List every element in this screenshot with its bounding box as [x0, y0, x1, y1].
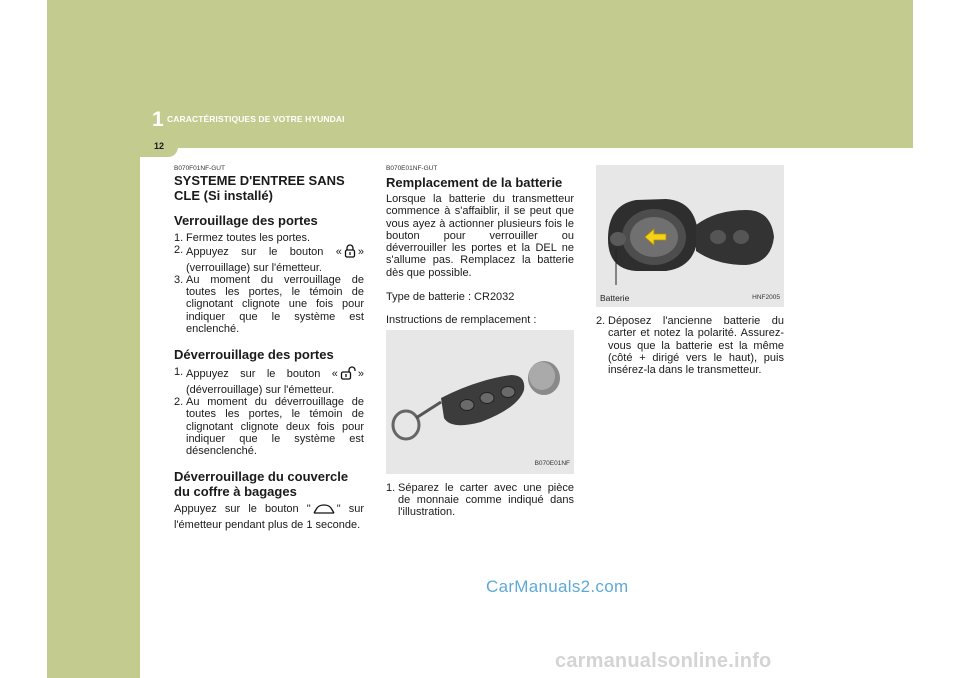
trunk-text: Appuyez sur le bouton " " sur l'émetteur pendant plus de 1 seconde. [174, 503, 364, 531]
lock-heading: Verrouillage des portes [174, 213, 318, 228]
trunk-icon [313, 504, 335, 518]
key-fob-illustration [386, 330, 574, 474]
instructions-label: Instructions de remplacement : [386, 314, 537, 327]
column-battery-replacement [386, 165, 574, 531]
unlock-steps [174, 366, 364, 457]
list-item: 3. Au moment du verrouillage de toutes les portes, le témoin de clignotant clignote une fois pour indiquer que le système est enclenché. [174, 273, 364, 336]
page-number: 12 [154, 141, 165, 151]
battery-steps [386, 482, 574, 519]
key-fob-figure [386, 330, 574, 474]
section-code: B070F01NF-GUT [174, 165, 225, 172]
battery-heading: Remplacement de la batterie [386, 175, 563, 190]
column-keyless-entry [174, 165, 364, 543]
list-item: 2. Au moment du déverrouillage de toutes les portes, le témoin de clignotant clignote deux fois pour indiquer que le système est désenclenché. [174, 395, 364, 458]
trunk-heading: Déverrouillage du couvercle du coffre à bagages [174, 469, 349, 500]
list-item: 2. Déposez l'ancienne batterie du carter et notez la polarité. Assurez-vous que la batterie est la même (côté + dirigé vers le haut), puis insérez-la dans le transmetteur. [596, 315, 784, 377]
unlock-heading: Déverrouillage des portes [174, 347, 334, 363]
battery-intro: Lorsque la batterie du transmetteur commence à s'affaiblir, il se peut que vous ayez à actionner plusieurs fois le bouton pour verrouiller ou déverrouiller les portes et la DEL ne s'allume pas. Remplacez la batterie dès que possible. [386, 193, 574, 279]
section-code: B070E01NF-GUT [386, 165, 438, 172]
list-item: 1. Fermez toutes les portes. [174, 232, 311, 244]
chapter-number: 1 [152, 108, 164, 131]
battery-callout: Batterie [600, 292, 630, 303]
list-item: 1. Séparez le carter avec une pièce de monnaie comme indiqué dans l'illustration. [386, 481, 574, 519]
lock-steps [174, 232, 364, 335]
battery-type: Type de batterie : CR2032 [386, 291, 515, 304]
figure-code: B070E01NF [534, 460, 570, 468]
list-item: 1. Appuyez sur le bouton « » (déverrouillage) sur l'émetteur. [174, 366, 364, 396]
lock-icon [344, 244, 356, 261]
chapter-title: CARACTÉRISTIQUES DE VOTRE HYUNDAI [167, 114, 345, 124]
footer-site-watermark: carmanualsonline.info [555, 650, 772, 672]
battery-steps-continued [596, 315, 784, 376]
opened-fob-illustration [596, 165, 784, 307]
watermark-link[interactable]: CarManuals2.com [486, 577, 629, 596]
list-item: 2. Appuyez sur le bouton « » (verrouillage) sur l'émetteur. [174, 244, 364, 274]
battery-figure [596, 165, 784, 307]
unlock-icon [340, 366, 356, 383]
figure-code: HNF2005 [752, 293, 780, 301]
column-battery-figure [596, 165, 784, 388]
section-title: SYSTEME D'ENTREE SANS CLE (Si installé) [174, 173, 345, 203]
